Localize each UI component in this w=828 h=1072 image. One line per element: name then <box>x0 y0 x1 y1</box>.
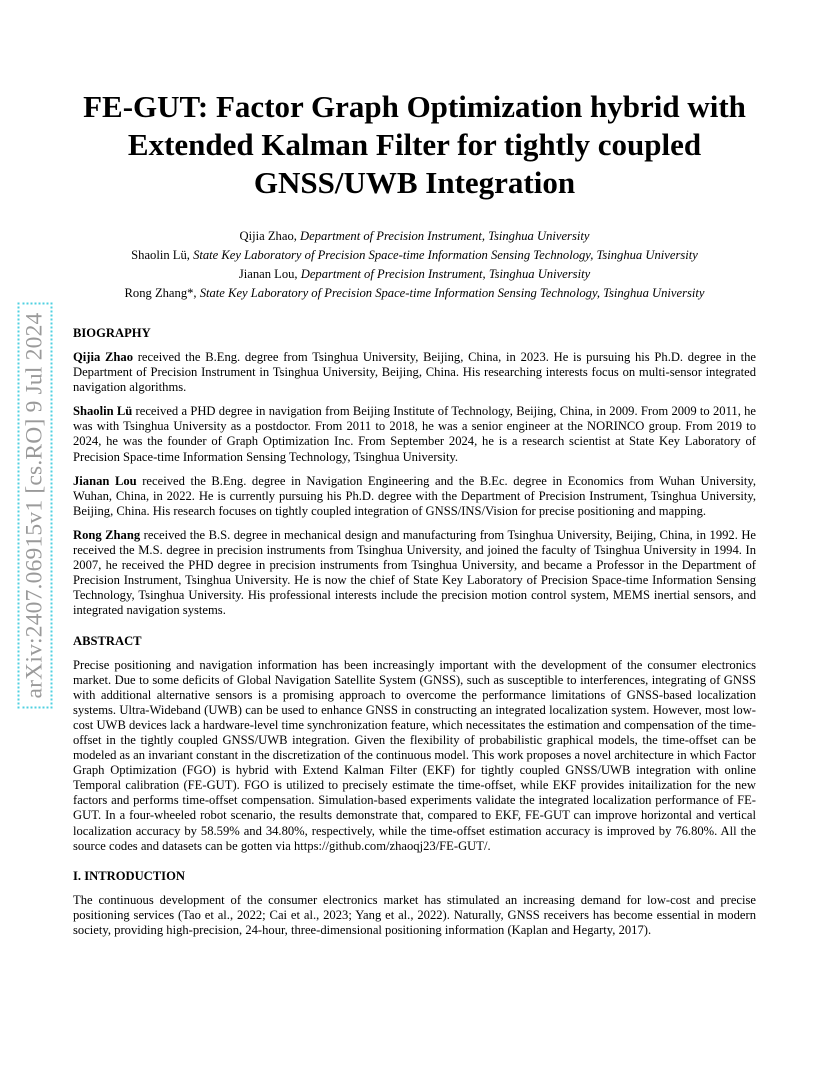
abstract-section <box>73 633 756 854</box>
bio-text: received a PHD degree in navigation from Beijing Institute of Technology, Beijing, China, in 2009. From 2009 to 2011, he was with Tsinghua University as a postdoctor. From 2011 to 2018, he was a senior engineer at the NORINCO group. From 2019 to 2024, he was the founder of Graph Optimization Inc. From September 2024, he is a research scientist at State Key Laboratory of Precision Space-time Information Sensing Technology, Tsinghua University. <box>73 404 756 464</box>
arxiv-identifier[interactable]: arXiv:2407.06915v1 [cs.RO] 9 Jul 2024 <box>22 306 49 704</box>
author-affiliation: State Key Laboratory of Precision Space-time Information Sensing Technology, Tsinghua University <box>193 248 698 262</box>
paper-content <box>73 88 756 938</box>
section-heading: ABSTRACT <box>73 633 142 648</box>
author-line <box>73 284 756 303</box>
section-heading: I. INTRODUCTION <box>73 868 185 883</box>
introduction-text: The continuous development of the consumer electronics market has stimulated an increasing demand for low-cost and precise positioning services (Tao et al., 2022; Cai et al., 2023; Yang et al., 2022). Naturally, GNSS receivers has become essential in modern society, providing high-precision, 24-hour, three-dimensional positioning information (Kaplan and Hegarty, 2017). <box>73 892 756 937</box>
author-affiliation: Department of Precision Instrument, Tsinghua University <box>300 229 590 243</box>
author-line <box>73 246 756 265</box>
biography-section <box>73 325 756 619</box>
author-line <box>73 265 756 284</box>
arxiv-watermark <box>18 270 52 740</box>
abstract-text: Precise positioning and navigation information has been increasingly important with the development of the consumer electronics market. Due to some deficits of Global Navigation Satellite System (GNSS), such as susceptible to interferences, integrating of GNSS with additional alternative sensors is a promising approach to overcome the performance limitations of GNSS-based localization systems. Ultra-Wideband (UWB) can be used to enhance GNSS in constructing an integrated localization system. However, most low-cost UWB devices lack a hardware-level time synchronization feature, which necessitates the estimation and compensation of the time-offset in the tightly coupled GNSS/UWB integration. Given the flexibility of probabilistic graphical models, the time-offset can be modeled as an invariant constant in the discretization of the continuous model. This work proposes a novel architecture in which Factor Graph Optimization (FGO) is hybrid with Extend Kalman Filter (EKF) for tightly coupled GNSS/UWB integration with online Temporal calibration (FE-GUT). FGO is utilized to precisely estimate the time-offset, while EKF provides initailization for the new factors and performs time-offset compensation. Simulation-based experiments validate the integrated localization performance of FE-GUT. In a four-wheeled robot scenario, the results demonstrate that, compared to EKF, FE-GUT can improve horizontal and vertical localization accuracy by 58.59% and 34.80%, respectively, while the time-offset estimation accuracy is improved by 76.80%. All the source codes and datasets can be gotten via https://github.com/zhaoqj23/FE-GUT/. <box>73 657 756 853</box>
introduction-section <box>73 868 756 938</box>
bio-name: Qijia Zhao <box>73 350 134 364</box>
bio-name: Shaolin Lü <box>73 404 133 419</box>
bio-text: received the B.S. degree in mechanical design and manufacturing from Tsinghua University, Beijing, China, in 1992. He received the M.S. degree in precision instruments from Tsinghua University, and joined the faculty of Tsinghua University in 1994. In 2007, he received the PHD degree in precision instruments from Tsinghua University, and became a Professor in the Department of Precision Instrument, Tsinghua University. He is now the chief of State Key Laboratory of Precision Space-time Information Sensing Technology, Tsinghua University. His professional interests include the precision motion control system, MEMS inertial sensors, and integrated navigation systems. <box>73 527 757 618</box>
biography-paragraph <box>73 528 756 619</box>
biography-paragraph <box>73 474 756 519</box>
author-name: Qijia Zhao, <box>239 229 297 243</box>
author-name: Rong Zhang*, <box>124 286 197 300</box>
bio-name: Jianan Lou <box>73 473 137 488</box>
bio-name: Rong Zhang <box>73 527 141 542</box>
bio-text: received the B.Eng. degree in Navigation Engineering and the B.Ec. degree in Economics from Wuhan University, Wuhan, China, in 2022. He is currently pursuing his Ph.D. degree with the Department of Precision Instrument, Tsinghua University, Beijing, China. His research focuses on tightly coupled integration of GNSS/INS/Vision for precise positioning and mapping. <box>73 473 756 518</box>
author-affiliation: State Key Laboratory of Precision Space-time Information Sensing Technology, Tsinghua University <box>199 286 705 300</box>
bio-text: received the B.Eng. degree from Tsinghua University, Beijing, China, in 2023. He is pursuing his Ph.D. degree in the Department of Precision Instrument in Tsinghua University, Beijing, China. His researching interests focus on multi-sensor integrated navigation algorithms. <box>73 350 756 395</box>
author-affiliation: Department of Precision Instrument, Tsinghua University <box>300 267 591 281</box>
paper-title: FE-GUT: Factor Graph Optimization hybrid with Extended Kalman Filter for tightly coupled GNSS/UWB Integration <box>83 89 746 200</box>
section-heading: BIOGRAPHY <box>73 326 151 340</box>
biography-paragraph <box>73 350 756 395</box>
author-list <box>73 227 756 303</box>
author-name: Jianan Lou, <box>238 267 298 281</box>
author-line <box>73 227 756 246</box>
author-name: Shaolin Lü, <box>131 248 190 262</box>
biography-paragraph <box>73 404 756 464</box>
